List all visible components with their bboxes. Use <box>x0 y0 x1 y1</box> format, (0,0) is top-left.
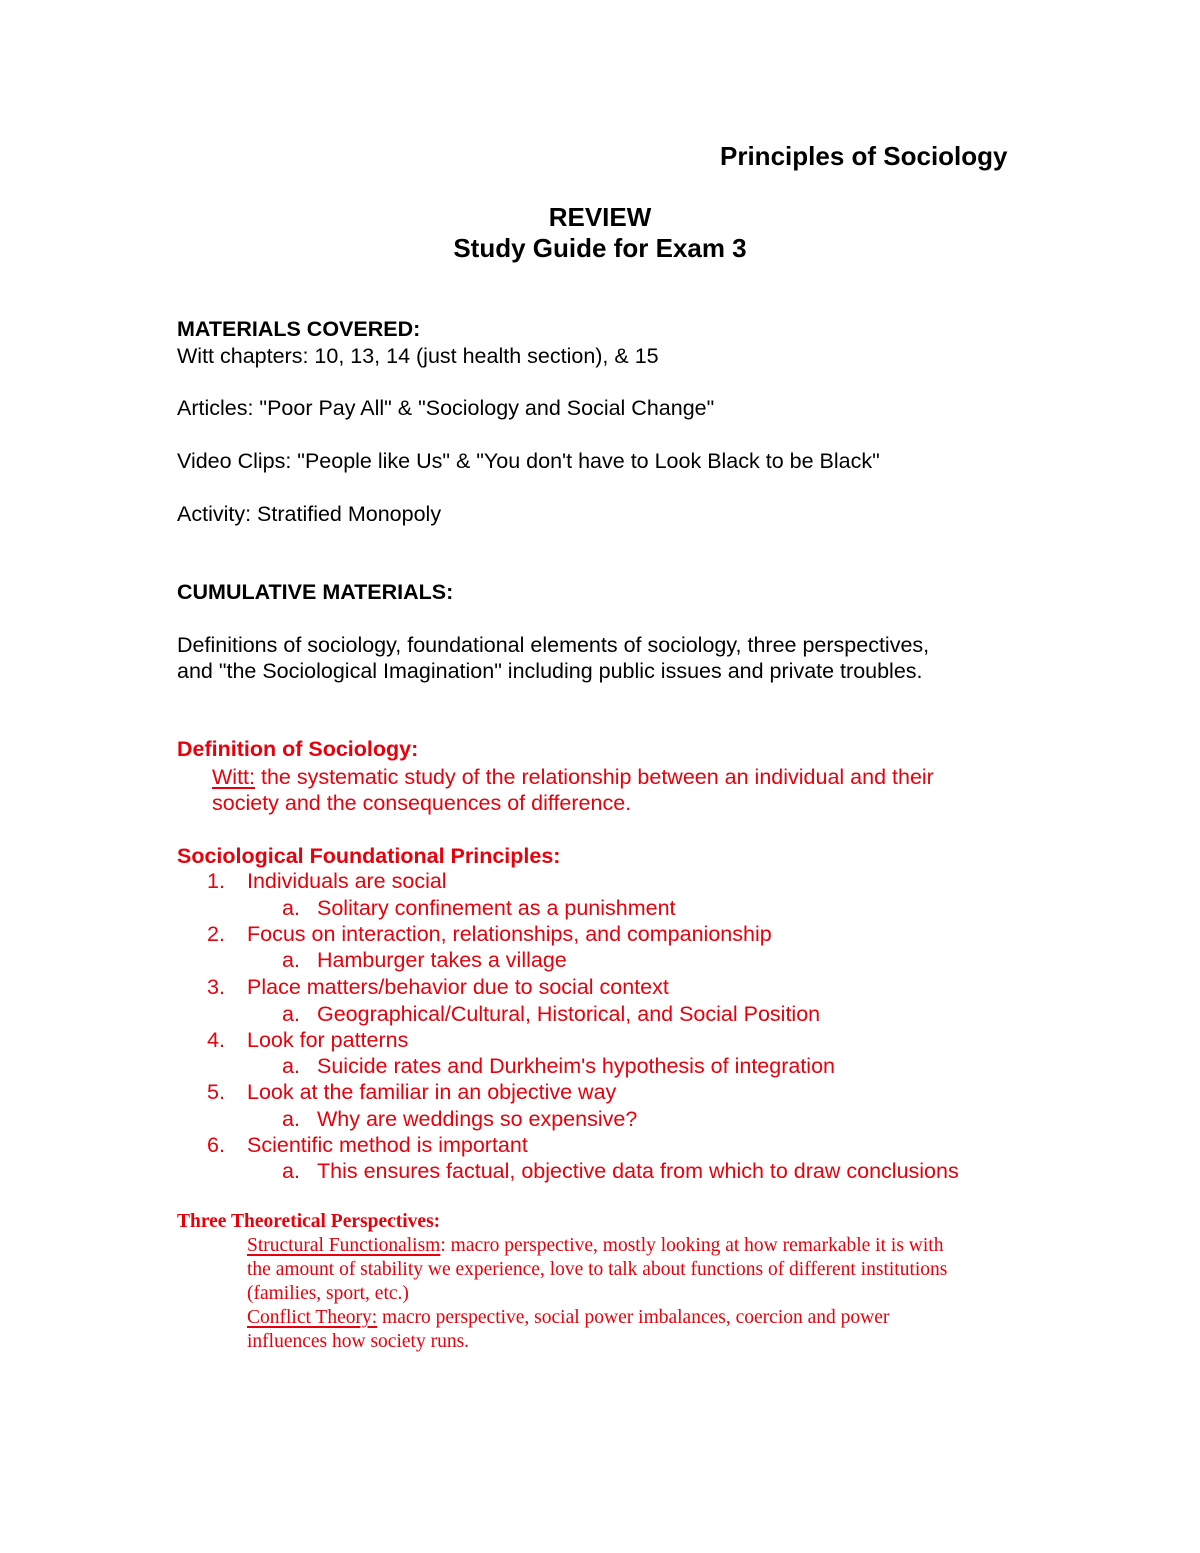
principle-item <box>207 975 669 1000</box>
subitem-letter: a. <box>282 1159 300 1183</box>
conflict-text: macro perspective, social power imbalances, coercion and power <box>377 1307 890 1328</box>
subitem-text: This ensures factual, objective data from which to draw conclusions <box>317 1159 959 1183</box>
principle-subitem <box>282 1159 959 1184</box>
subitem-text: Hamburger takes a village <box>317 948 567 972</box>
principle-number: 2. <box>207 922 225 946</box>
principle-number: 3. <box>207 975 225 999</box>
principle-text: Scientific method is important <box>247 1133 528 1157</box>
principle-text: Look at the familiar in an objective way <box>247 1080 617 1104</box>
principle-text: Look for patterns <box>247 1028 409 1052</box>
definition-line: society and the consequences of difference. <box>212 791 632 815</box>
materials-heading: MATERIALS COVERED: <box>177 317 421 341</box>
perspectives-heading: Three Theoretical Perspectives: <box>177 1211 441 1232</box>
principle-item <box>207 1133 528 1158</box>
materials-item: Video Clips: "People like Us" & "You don't have to Look Black to be Black" <box>177 449 880 473</box>
cumulative-text-line: Definitions of sociology, foundational elements of sociology, three perspectives, <box>177 633 930 657</box>
cumulative-heading: CUMULATIVE MATERIALS: <box>177 580 454 604</box>
principle-number: 1. <box>207 869 225 893</box>
principle-text: Place matters/behavior due to social context <box>247 975 669 999</box>
definition-heading: Definition of Sociology: <box>177 737 419 761</box>
subitem-text: Suicide rates and Durkheim's hypothesis of integration <box>317 1054 835 1078</box>
principle-subitem <box>282 1002 820 1027</box>
materials-item: Activity: Stratified Monopoly <box>177 502 442 526</box>
principle-item <box>207 922 772 947</box>
principle-number: 4. <box>207 1028 225 1052</box>
materials-item: Witt chapters: 10, 13, 14 (just health section), & 15 <box>177 344 659 368</box>
principle-subitem <box>282 1054 835 1079</box>
principles-heading: Sociological Foundational Principles: <box>177 844 561 868</box>
structural-text: : macro perspective, mostly looking at how remarkable it is with <box>440 1235 944 1256</box>
subitem-text: Geographical/Cultural, Historical, and Social Position <box>317 1002 821 1026</box>
subitem-letter: a. <box>282 1054 300 1078</box>
conflict-line <box>247 1307 889 1329</box>
review-heading: REVIEW <box>548 202 652 232</box>
subitem-text: Solitary confinement as a punishment <box>317 896 676 920</box>
course-title: Principles of Sociology <box>720 141 1008 171</box>
conflict-term: Conflict Theory: <box>247 1307 378 1328</box>
subitem-letter: a. <box>282 1107 300 1131</box>
subitem-letter: a. <box>282 1002 300 1026</box>
study-guide-heading: Study Guide for Exam 3 <box>453 233 747 263</box>
materials-item: Articles: "Poor Pay All" & "Sociology and Social Change" <box>177 396 715 420</box>
principle-subitem <box>282 1107 637 1132</box>
principle-item <box>207 1028 408 1053</box>
structural-line <box>247 1235 943 1257</box>
structural-line: the amount of stability we experience, love to talk about functions of different institutions <box>247 1259 948 1280</box>
structural-line: (families, sport, etc.) <box>247 1283 409 1304</box>
principle-text: Individuals are social <box>247 869 447 893</box>
subitem-text: Why are weddings so expensive? <box>317 1107 638 1131</box>
definition-line <box>212 765 934 790</box>
principle-subitem <box>282 948 567 973</box>
principle-item <box>207 1080 616 1105</box>
principle-number: 5. <box>207 1080 225 1104</box>
principle-number: 6. <box>207 1133 225 1157</box>
principle-subitem <box>282 896 676 921</box>
subitem-letter: a. <box>282 948 300 972</box>
structural-term: Structural Functionalism <box>247 1235 441 1256</box>
definition-text: the systematic study of the relationship between an individual and their <box>255 765 934 789</box>
definition-source: Witt: <box>212 765 255 789</box>
conflict-line: influences how society runs. <box>247 1331 470 1352</box>
cumulative-text-line: and "the Sociological Imagination" including public issues and private troubles. <box>177 659 923 683</box>
principle-text: Focus on interaction, relationships, and companionship <box>247 922 772 946</box>
subitem-letter: a. <box>282 896 300 920</box>
principle-item <box>207 869 447 894</box>
